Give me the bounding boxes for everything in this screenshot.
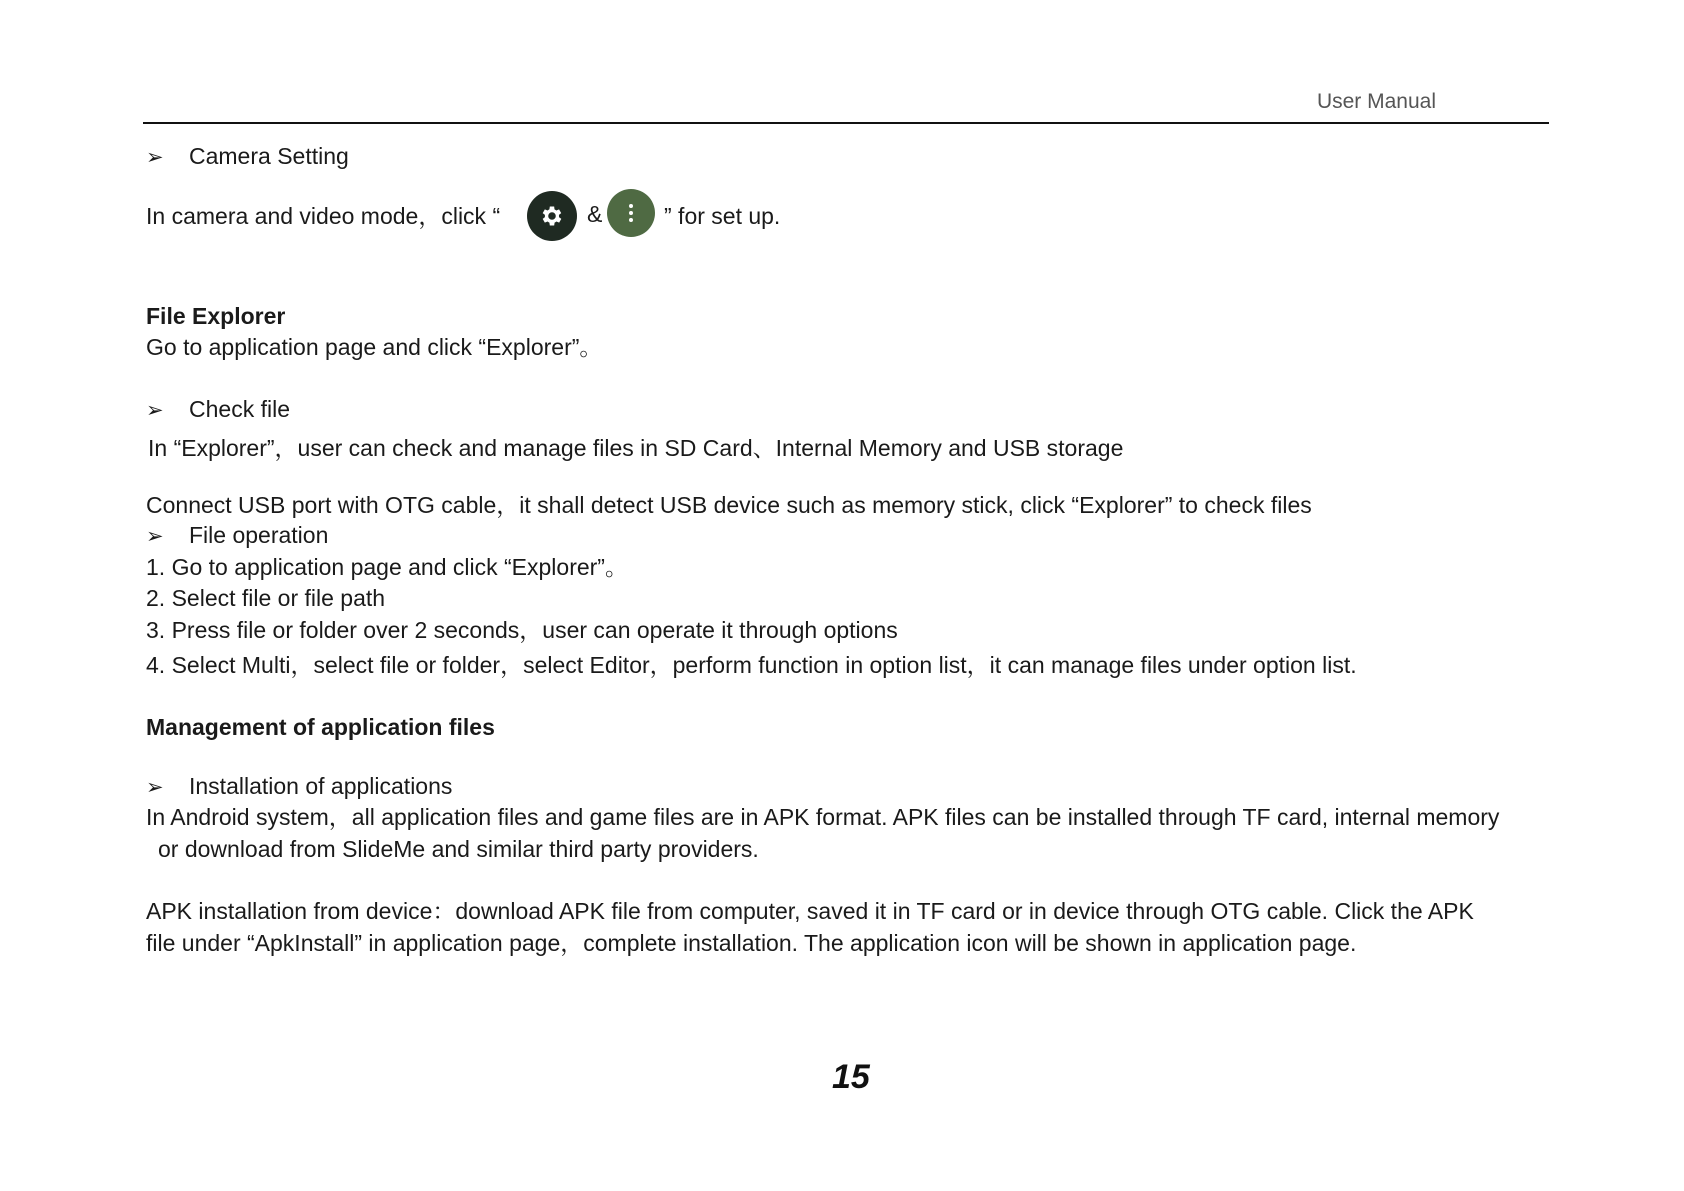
more-vertical-icon bbox=[607, 189, 655, 237]
camera-setting-title: Camera Setting bbox=[189, 143, 349, 169]
bullet-arrow-icon: ➢ bbox=[146, 399, 164, 422]
check-file-title: Check file bbox=[189, 396, 290, 422]
file-operation-step-3: 3. Press file or folder over 2 seconds，user can operate it through options bbox=[146, 617, 898, 643]
header-divider bbox=[143, 122, 1549, 124]
file-operation-bullet-item bbox=[146, 524, 328, 547]
bullet-arrow-icon: ➢ bbox=[146, 776, 164, 799]
page-number: 15 bbox=[832, 1058, 870, 1096]
file-operation-step-2: 2. Select file or file path bbox=[146, 585, 386, 611]
check-file-line-1: In “Explorer”，user can check and manage files in SD Card、Internal Memory and USB storage bbox=[148, 435, 1124, 461]
gear-icon bbox=[527, 191, 577, 241]
installation-title: Installation of applications bbox=[189, 773, 453, 799]
installation-bullet-item bbox=[146, 775, 452, 798]
ampersand-text: & bbox=[587, 201, 603, 227]
file-operation-step-1: 1. Go to application page and click “Explorer”。 bbox=[146, 554, 628, 580]
app-files-heading: Management of application files bbox=[146, 714, 495, 740]
file-operation-title: File operation bbox=[189, 522, 329, 548]
installation-para-1-line-2: or download from SlideMe and similar third party providers. bbox=[158, 836, 759, 862]
check-file-bullet-item bbox=[146, 398, 290, 421]
check-file-line-2: Connect USB port with OTG cable，it shall detect USB device such as memory stick, click “Explorer” to check files bbox=[146, 492, 1312, 518]
installation-para-1-line-1: In Android system，all application files and game files are in APK format. APK files can be installed through TF card, internal memory bbox=[146, 804, 1500, 830]
bullet-arrow-icon: ➢ bbox=[146, 525, 164, 548]
camera-setting-line-suffix: ” for set up. bbox=[664, 203, 781, 229]
camera-setting-line-prefix: In camera and video mode，click “ bbox=[146, 203, 501, 229]
running-header: User Manual bbox=[1316, 90, 1436, 113]
installation-para-2-line-2: file under “ApkInstall” in application page，complete installation. The application icon will be shown in application page. bbox=[146, 930, 1357, 956]
camera-setting-bullet-item bbox=[146, 145, 349, 168]
file-operation-step-4: 4. Select Multi，select file or folder，select Editor，perform function in option list，it can manage files under option list. bbox=[146, 652, 1357, 678]
file-explorer-heading: File Explorer bbox=[146, 303, 286, 329]
file-explorer-intro: Go to application page and click “Explorer”。 bbox=[146, 334, 603, 360]
bullet-arrow-icon: ➢ bbox=[146, 146, 164, 169]
installation-para-2-line-1: APK installation from device：download APK file from computer, saved it in TF card or in device through OTG cable. Click the APK bbox=[146, 898, 1474, 924]
